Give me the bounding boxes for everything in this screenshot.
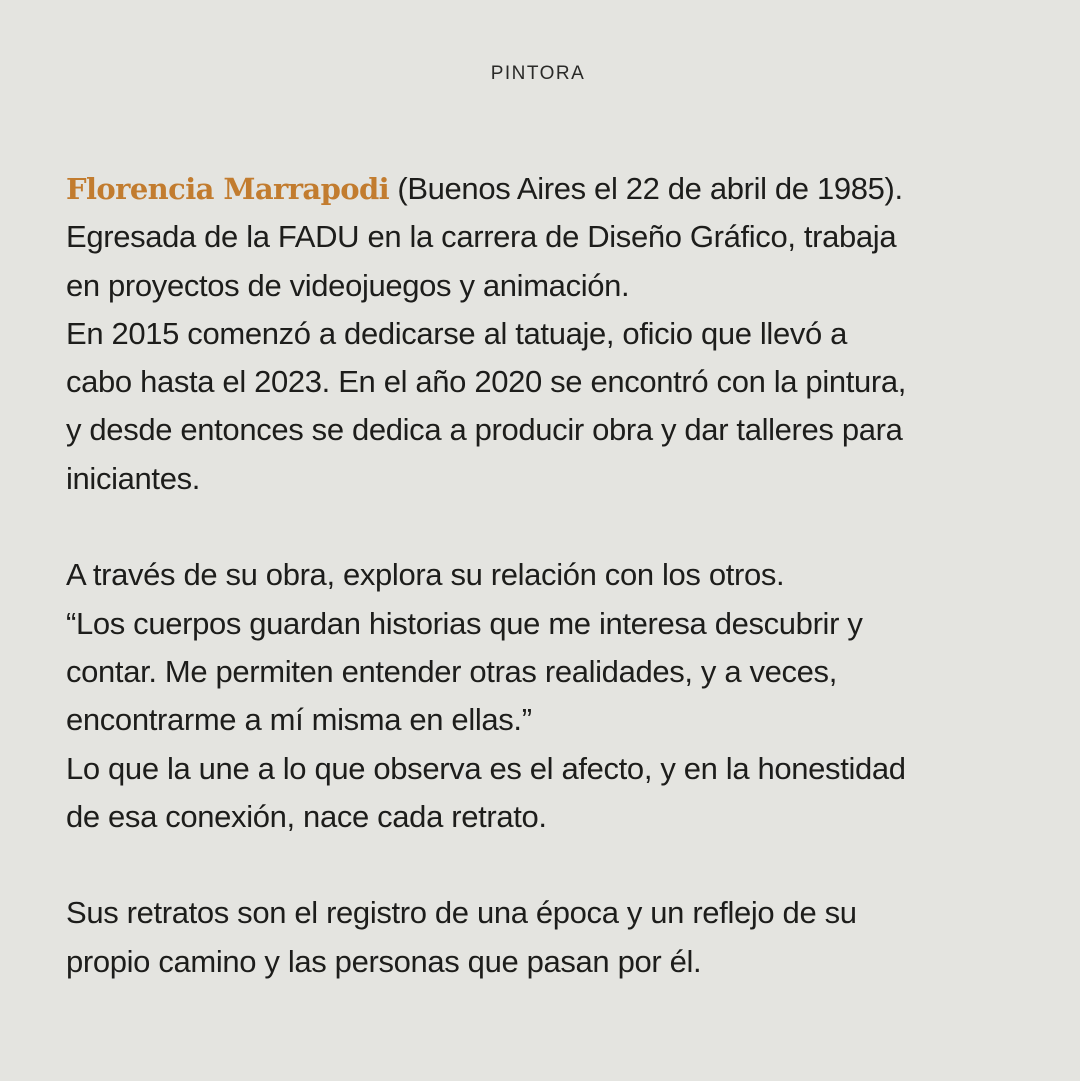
text-line: propio camino y las personas que pasan por él.	[66, 943, 702, 979]
quote-line: “Los cuerpos guardan historias que me interesa descubrir y	[66, 605, 863, 641]
bio-paragraph-portraits	[66, 889, 1026, 986]
quote-line: contar. Me permiten entender otras realidades, y a veces,	[66, 653, 837, 689]
text-line: de esa conexión, nace cada retrato.	[66, 798, 547, 834]
text-line	[66, 165, 1026, 213]
section-label: PINTORA	[490, 63, 586, 84]
text-segment: (Buenos Aires el 22 de abril de 1985).	[389, 171, 903, 206]
text-line: Sus retratos son el registro de una época y un reflejo de su	[66, 895, 857, 931]
text-line: A través de su obra, explora su relación con los otros.	[66, 557, 785, 593]
bio-paragraph-work	[66, 551, 1026, 841]
text-line: y desde entonces se dedica a producir obra y dar talleres para	[66, 412, 903, 448]
bio-paragraph-intro	[66, 165, 1026, 503]
quote-line: encontrarme a mí misma en ellas.”	[66, 702, 532, 738]
text-line: Lo que la une a lo que observa es el afecto, y en la honestidad	[66, 750, 906, 786]
artist-name: Florencia Marrapodi	[66, 172, 390, 206]
bio-text	[66, 165, 1026, 986]
text-line: iniciantes.	[66, 460, 201, 496]
text-line: en proyectos de videojuegos y animación.	[66, 267, 630, 303]
text-line: En 2015 comenzó a dedicarse al tatuaje, oficio que llevó a	[66, 315, 848, 351]
text-line: Egresada de la FADU en la carrera de Diseño Gráfico, trabaja	[66, 219, 897, 255]
text-line: cabo hasta el 2023. En el año 2020 se encontró con la pintura,	[66, 364, 907, 400]
